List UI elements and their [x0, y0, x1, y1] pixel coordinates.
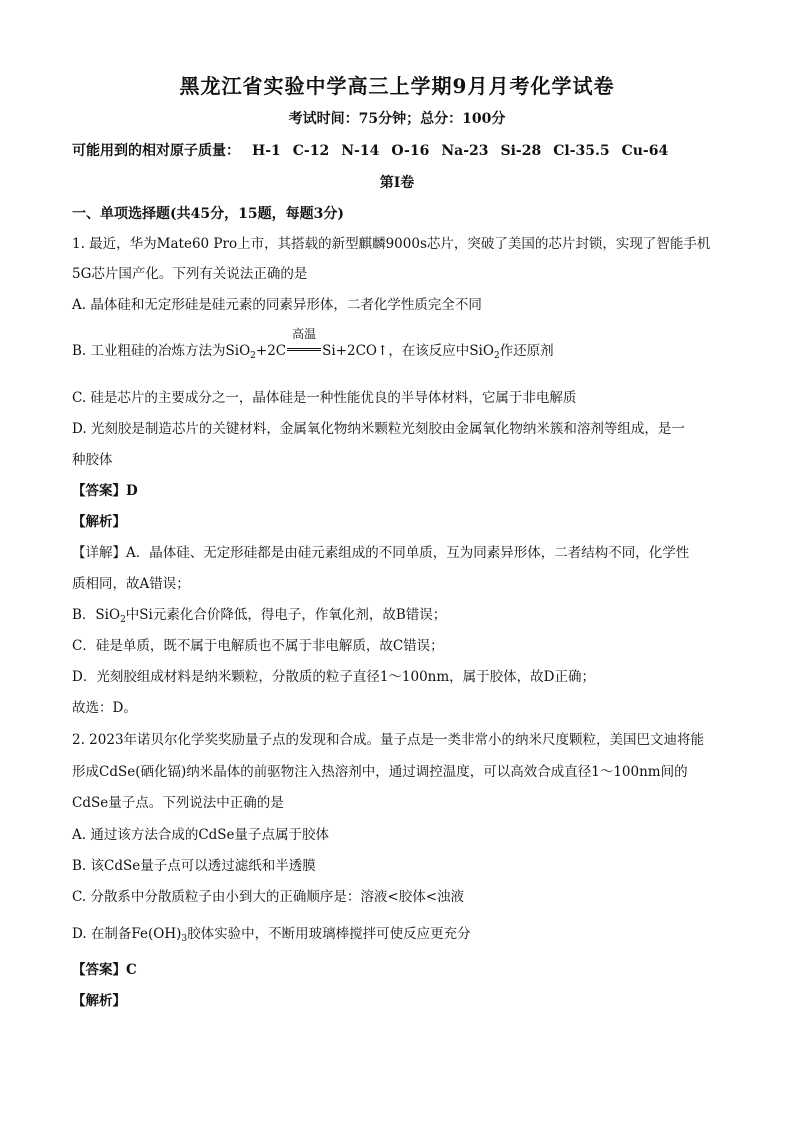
q2-analysis-label: 【解析】	[72, 993, 126, 1009]
q1-option-b-text: ，在该反应中	[388, 343, 470, 359]
q1-option-b-text: 作还原剂	[499, 343, 554, 359]
q2-option-b: B. 该CdSe量子点可以透过滤纸和半透膜	[72, 858, 316, 874]
formula-subscript: 3	[181, 934, 188, 944]
q1-stem-line1: 1. 最近，华为Mate60 Pro上市，其搭载的新型麒麟9000s芯片，突破了美国的芯片封锁，实现了智能手机	[72, 236, 711, 252]
atom-mass: Cu-64	[621, 143, 669, 159]
formula-subscript: 2	[493, 351, 500, 361]
q2-option-c: C. 分散系中分散质粒子由小到大的正确顺序是：溶液<胶体<浊液	[72, 889, 465, 905]
atom-mass: O-16	[391, 143, 430, 159]
atom-mass: C-12	[292, 143, 330, 159]
q1-option-d-line2: 种胶体	[72, 452, 113, 468]
q1-option-b	[72, 327, 554, 366]
q1-option-d-line1: D. 光刻胶是制造芯片的关键材料，金属氧化物纳米颗粒光刻胶由金属氧化物纳米簇和溶剂等组成，是一	[72, 421, 685, 437]
detail-text: 中Si元素化合价降低，得电子，作氧化剂，故B错误；	[125, 607, 447, 623]
formula-part: Si+2CO↑	[322, 343, 389, 359]
q2-stem-line3: CdSe量子点。下列说法中正确的是	[72, 795, 284, 811]
atom-mass: Na-23	[441, 143, 489, 159]
q1-option-a: A. 晶体硅和无定形硅是硅元素的同素异形体，二者化学性质完全不同	[72, 297, 482, 313]
atomic-masses	[72, 140, 680, 160]
q2-answer: 【答案】C	[72, 962, 137, 978]
formula-part: SiO	[225, 343, 251, 359]
q2-option-a: A. 通过该方法合成的CdSe量子点属于胶体	[72, 827, 330, 843]
q1-detail-line3	[72, 605, 446, 630]
q1-detail-line6: 故选：D。	[72, 700, 137, 716]
q1-stem-line2: 5G芯片国产化。下列有关说法正确的是	[72, 266, 308, 282]
detail-text: B．SiO	[72, 607, 121, 623]
exam-info: 考试时间：75分钟；总分：100分	[288, 111, 506, 127]
q1-answer: 【答案】D	[72, 483, 138, 499]
q1-detail-line2: 质相同，故A错误；	[72, 576, 190, 592]
option-text: 胶体实验中，不断用玻璃棒搅拌可使反应更充分	[187, 926, 471, 942]
formula-subscript: 2	[120, 615, 126, 625]
q1-detail-line5: D．光刻胶组成材料是纳米颗粒，分散质的粒子直径1～100nm，属于胶体，故D正确；	[72, 669, 595, 685]
formula-subscript: 2	[250, 351, 256, 361]
reaction-condition	[286, 327, 322, 361]
formula	[225, 327, 389, 361]
q1-analysis-label: 【解析】	[72, 514, 126, 530]
formula	[469, 343, 499, 359]
section-heading: 一、单项选择题(共45分，15题，每题3分)	[72, 206, 344, 222]
q2-option-d	[72, 924, 471, 949]
option-text: D. 在制备Fe(OH)	[72, 926, 182, 942]
q2-stem-line1: 2. 2023年诺贝尔化学奖奖励量子点的发现和合成。量子点是一类非常小的纳米尺度颗粒，美国巴文迪将能	[72, 732, 705, 748]
q2-stem-line2: 形成CdSe(硒化镉)纳米晶体的前驱物注入热溶剂中，通过调控温度，可以高效合成直径1～100nm间的	[72, 764, 688, 780]
q1-detail-line1: 【详解】A．晶体硅、无定形硅都是由硅元素组成的不同单质，互为同素异形体，二者结构不同，化学性	[72, 545, 690, 561]
q1-detail-line4: C．硅是单质，既不属于电解质也不属于非电解质，故C错误；	[72, 638, 444, 654]
condition-label: 高温	[292, 327, 317, 341]
formula-part: +2C	[255, 343, 287, 359]
atom-mass: N-14	[341, 143, 380, 159]
atom-mass: Si-28	[500, 143, 542, 159]
atom-mass: H-1	[252, 143, 281, 159]
equals-bar	[287, 348, 321, 351]
q1-option-c: C. 硅是芯片的主要成分之一，晶体硅是一种性能优良的半导体材料，它属于非电解质	[72, 390, 577, 406]
atomic-masses-label: 可能用到的相对原子质量：	[72, 143, 240, 159]
atom-mass: Cl-35.5	[553, 143, 610, 159]
exam-title: 黑龙江省实验中学高三上学期9月月考化学试卷	[179, 74, 615, 98]
volume-heading: 第I卷	[379, 175, 415, 191]
q1-option-b-text: B. 工业粗硅的冶炼方法为	[72, 343, 226, 359]
formula-part: SiO	[469, 343, 494, 359]
